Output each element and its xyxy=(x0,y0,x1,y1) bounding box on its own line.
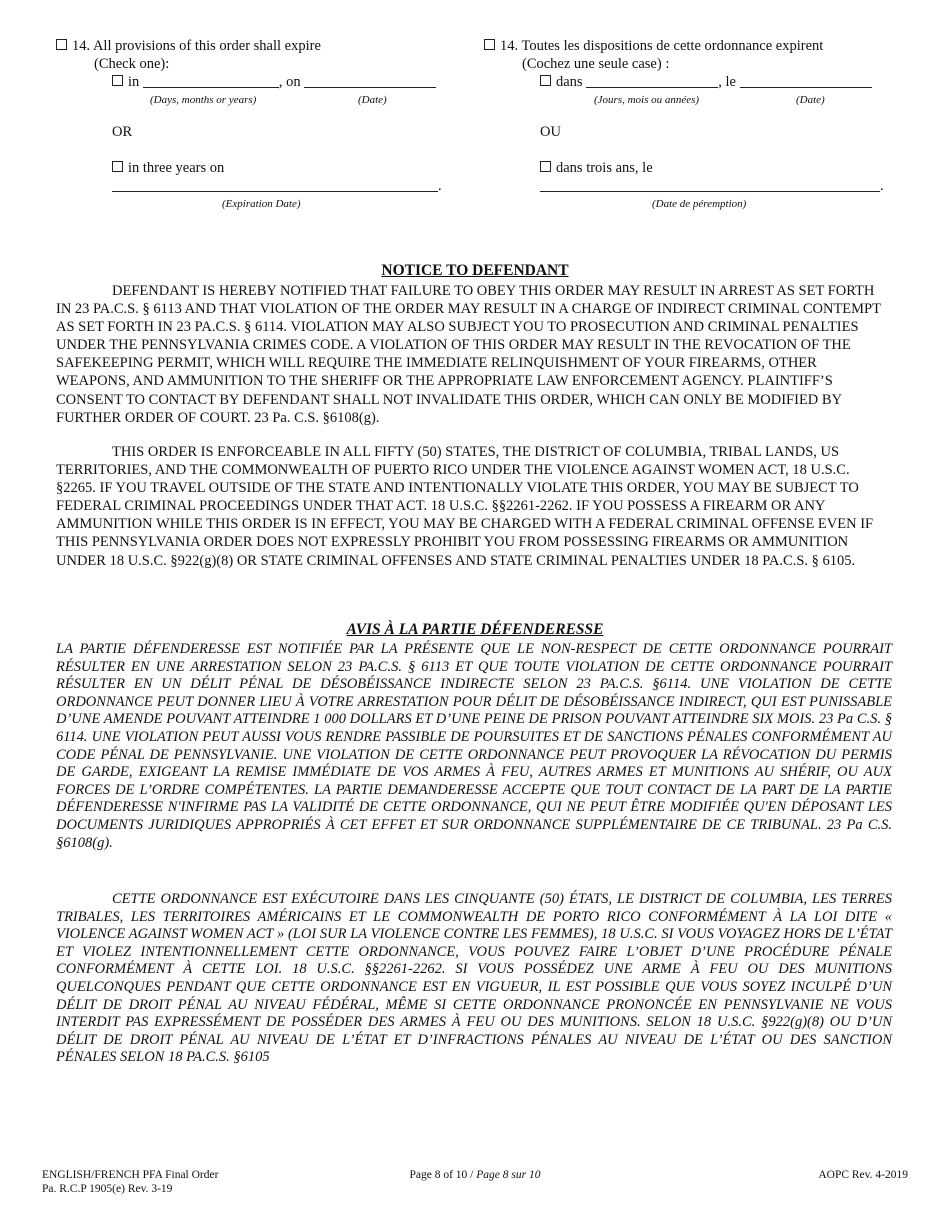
notice-paragraph-1-en: DEFENDANT IS HEREBY NOTIFIED THAT FAILURE TO OBEY THIS ORDER MAY RESULT IN ARREST AS SET FORTH IN 23 PA.C.S. § 6113 AND THAT VIOLATION OF THE ORDER MAY RESULT IN A CHARGE OF INDIRECT CRIMINAL CONTEMPT AS SET FORTH IN 23 PA.C.S. § 6114. VIOLATION MAY ALSO SUBJECT YOU TO PROSECUTION AND CRIMINAL PENALTIES UNDER THE PENNSYLVANIA CRIMES CODE. A VIOLATION OF THIS ORDER MAY RESULT IN THE REVOCATION OF THE SAFEKEEPING PERMIT, WHICH WILL REQUIRE THE IMMEDIATE RELINQUISHMENT OF YOUR FIREARMS, OTHER WEAPONS, AND AMMUNITION TO THE SHERIFF OR THE APPROPRIATE LAW ENFORCEMENT AGENCY. PLAINTIFF’S CONSENT TO CONTACT BY DEFENDANT SHALL NOT INVALIDATE THIS ORDER, WHICH CAN ONLY BE MODIFIED BY FURTHER ORDER OF COURT. 23 Pa. C.S. §6108(g). xyxy=(56,283,881,426)
check-one-label: (Check one): xyxy=(94,56,170,72)
expiration-date-field-fr[interactable] xyxy=(540,178,880,192)
expiration-date-caption: (Expiration Date) xyxy=(222,198,301,210)
page-number-en: Page 8 of 10 / xyxy=(409,1169,474,1181)
duration-caption-fr: (Jours, mois ou années) xyxy=(594,94,700,106)
duration-caption: (Days, months or years) xyxy=(150,94,257,106)
three-years-checkbox[interactable] xyxy=(112,161,123,172)
section14-checkbox[interactable] xyxy=(56,39,67,50)
or-label-fr: OU xyxy=(540,124,561,140)
in-duration-checkbox-fr[interactable] xyxy=(540,75,551,86)
notice-paragraph-2-fr: CETTE ORDONNANCE EST EXÉCUTOIRE DANS LES CINQUANTE (50) ÉTATS, LE DISTRICT DE COLUMBIA, LES TERRES TRIBALES, LES TERRITOIRES AMÉRICAINS ET LE COMMONWEALTH DE PORTO RICO CONFORMÉMENT À LA LOI DITE « VIOLENCE AGAINST WOMEN ACT » (LOI SUR LA VIOLENCE CONTRE LES FEMMES), 18 U.S.C. SI VOUS VOYAGEZ HORS DE L’ÉTAT ET VIOLEZ INTENTIONNELLEMENT CETTE ORDONNANCE, VOUS POUVEZ FAIRE L’OBJET D’UNE PROCÉDURE PÉNALE CONFORMÉMENT À CETTE LOI. 18 U.S.C. §§2261-2262. SI VOUS POSSÉDEZ UNE ARME À FEU OU DES MUNITIONS QUELCONQUES PENDANT QUE CETTE ORDONNANCE EST EN VIGUEUR, IL EST POSSIBLE QUE VOUS SOYEZ INCULPÉ D’UN DÉLIT DE DROIT PÉNAL AU NIVEAU FÉDÉRAL, MÊME SI CETTE ORDONNANCE PRONONCÉE EN PENNSYLVANIE NE VOUS INTERDIT PAS EXPRESSÉMENT DE POSSÉDER DES ARMES À FEU OU DES MUNITIONS. SELON 18 U.S.C. §922(g)(8) OU D’UN DÉLIT DE DROIT PÉNAL AU NIVEAU DE L’ÉTAT ET D’INFRACTIONS PÉNALES AU NIVEAU DE L’ÉTAT OU DES SANCTION PÉNALES SELON 18 PA.C.S. §6105 xyxy=(56,891,892,1066)
in-duration-checkbox[interactable] xyxy=(112,75,123,86)
duration-field[interactable] xyxy=(143,74,279,88)
duration-field-fr[interactable] xyxy=(586,74,718,88)
three-years-label-fr: dans trois ans, le xyxy=(556,160,653,176)
in-label-fr: dans xyxy=(556,74,583,90)
three-years-label: in three years on xyxy=(128,160,225,176)
date-field[interactable] xyxy=(304,74,436,88)
notice-paragraph-1-fr: LA PARTIE DÉFENDERESSE EST NOTIFIÉE PAR LA PRÉSENTE QUE LE NON-RESPECT DE CETTE ORDONNANCE POURRAIT RÉSULTER EN UNE ARRESTATION SELON 23 PA.C.S. § 6113 ET QUE TOUTE VIOLATION DE CETTE ORDONNANCE POURRAIT RÉSULTER EN UN DÉLIT PÉNAL DE DÉSOBÉISSANCE INDIRECTE SELON 23 PA.C.S. §6114. UNE VIOLATION DE CETTE ORDONNANCE PEUT DONNER LIEU À VOTRE ARRESTATION POUR DÉLIT DE DÉSOBÉISSANCE INDIRECT, QUI EST PUNISSABLE D’UNE AMENDE POUVANT ATTEINDRE 1 000 DOLLARS ET D’UNE PEINE DE PRISON POUVANT ATTEINDRE SIX MOIS. 23 Pa C.S. § 6114. UNE VIOLATION PEUT AUSSI VOUS RENDRE PASSIBLE DE POURSUITES ET DE SANCTIONS PÉNALES CONFORMÉMENT AU CODE PÉNAL DE PENNSYLVANIE. UNE VIOLATION DE CETTE ORDONNANCE PEUT PROVOQUER LA RÉVOCATION DU PERMIS DE GARDE, EXIGEANT LA REMISE IMMÉDIATE DE VOS ARMES À FEU, AUTRES ARMES ET MUNITIONS AU SHÉRIF, OU AUX FORCES DE L’ORDRE COMPÉTENTES. LA PARTIE DEMANDERESSE ACCEPTE QUE TOUT CONTACT DE LA PART DE LA PARTIE DÉFENDERESSE N'INFIRME PAS LA VALIDITÉ DE CETTE ORDONNANCE, QUI NE PEUT ÊTRE MODIFIÉE QU'EN DÉPOSANT LES DOCUMENTS JURIDIQUES APPROPRIÉS À CET EFFET ET SUR ORDONNANCE SUPPLÉMENTAIRE DE CE TRIBUNAL. 23 Pa C.S. §6108(g). xyxy=(56,641,892,851)
section14-checkbox-fr[interactable] xyxy=(484,39,495,50)
date-caption: (Date) xyxy=(358,94,387,106)
or-label: OR xyxy=(112,124,133,140)
section14-title: 14. All provisions of this order shall expire xyxy=(72,38,321,54)
date-caption-fr: (Date) xyxy=(796,94,825,106)
check-one-label-fr: (Cochez une seule case) : xyxy=(522,56,670,72)
on-label: , on xyxy=(278,74,301,90)
section14-title-fr: 14. Toutes les dispositions de cette ordonnance expirent xyxy=(500,38,824,54)
on-label-fr: , le xyxy=(718,74,736,90)
footer-page-number xyxy=(0,1168,950,1182)
notice-paragraph-2-en: THIS ORDER IS ENFORCEABLE IN ALL FIFTY (50) STATES, THE DISTRICT OF COLUMBIA, TRIBAL LANDS, US TERRITORIES, AND THE COMMONWEALTH OF PUERTO RICO UNDER THE VIOLENCE AGAINST WOMEN ACT, 18 U.S.C. §2265. IF YOU TRAVEL OUTSIDE OF THE STATE AND INTENTIONALLY VIOLATE THIS ORDER, YOU MAY BE SUBJECT TO FEDERAL CRIMINAL PROCEEDINGS UNDER THAT ACT. 18 U.S.C. §§2261-2262. IF YOU POSSESS A FIREARM OR ANY AMMUNITION WHILE THIS ORDER IS IN EFFECT, YOU MAY BE CHARGED WITH A FEDERAL CRIMINAL OFFENSE EVEN IF THIS PENNSYLVANIA ORDER DOES NOT EXPRESSLY PROHIBIT YOU FROM POSSESSING FIREARMS OR AMMUNITION UNDER 18 U.S.C. §922(g)(8) OR STATE CRIMINAL OFFENSES AND STATE CRIMINAL PENALTIES UNDER 18 PA.C.S. § 6105. xyxy=(56,444,874,569)
footer-form-name: ENGLISH/FRENCH PFA Final Order xyxy=(42,1169,219,1181)
expiration-date-field[interactable] xyxy=(112,178,438,192)
in-label: in xyxy=(128,74,140,90)
expiration-date-caption-fr: (Date de péremption) xyxy=(652,198,747,210)
footer-revision: AOPC Rev. 4-2019 xyxy=(818,1169,908,1181)
date-field-fr[interactable] xyxy=(740,74,872,88)
notice-title-en: NOTICE TO DEFENDANT xyxy=(381,262,569,279)
notice-title-fr: AVIS À LA PARTIE DÉFENDERESSE xyxy=(346,621,604,638)
three-years-checkbox-fr[interactable] xyxy=(540,161,551,172)
footer-rule-ref: Pa. R.C.P 1905(e) Rev. 3-19 xyxy=(42,1183,173,1195)
page-number-fr: Page 8 sur 10 xyxy=(476,1169,541,1181)
